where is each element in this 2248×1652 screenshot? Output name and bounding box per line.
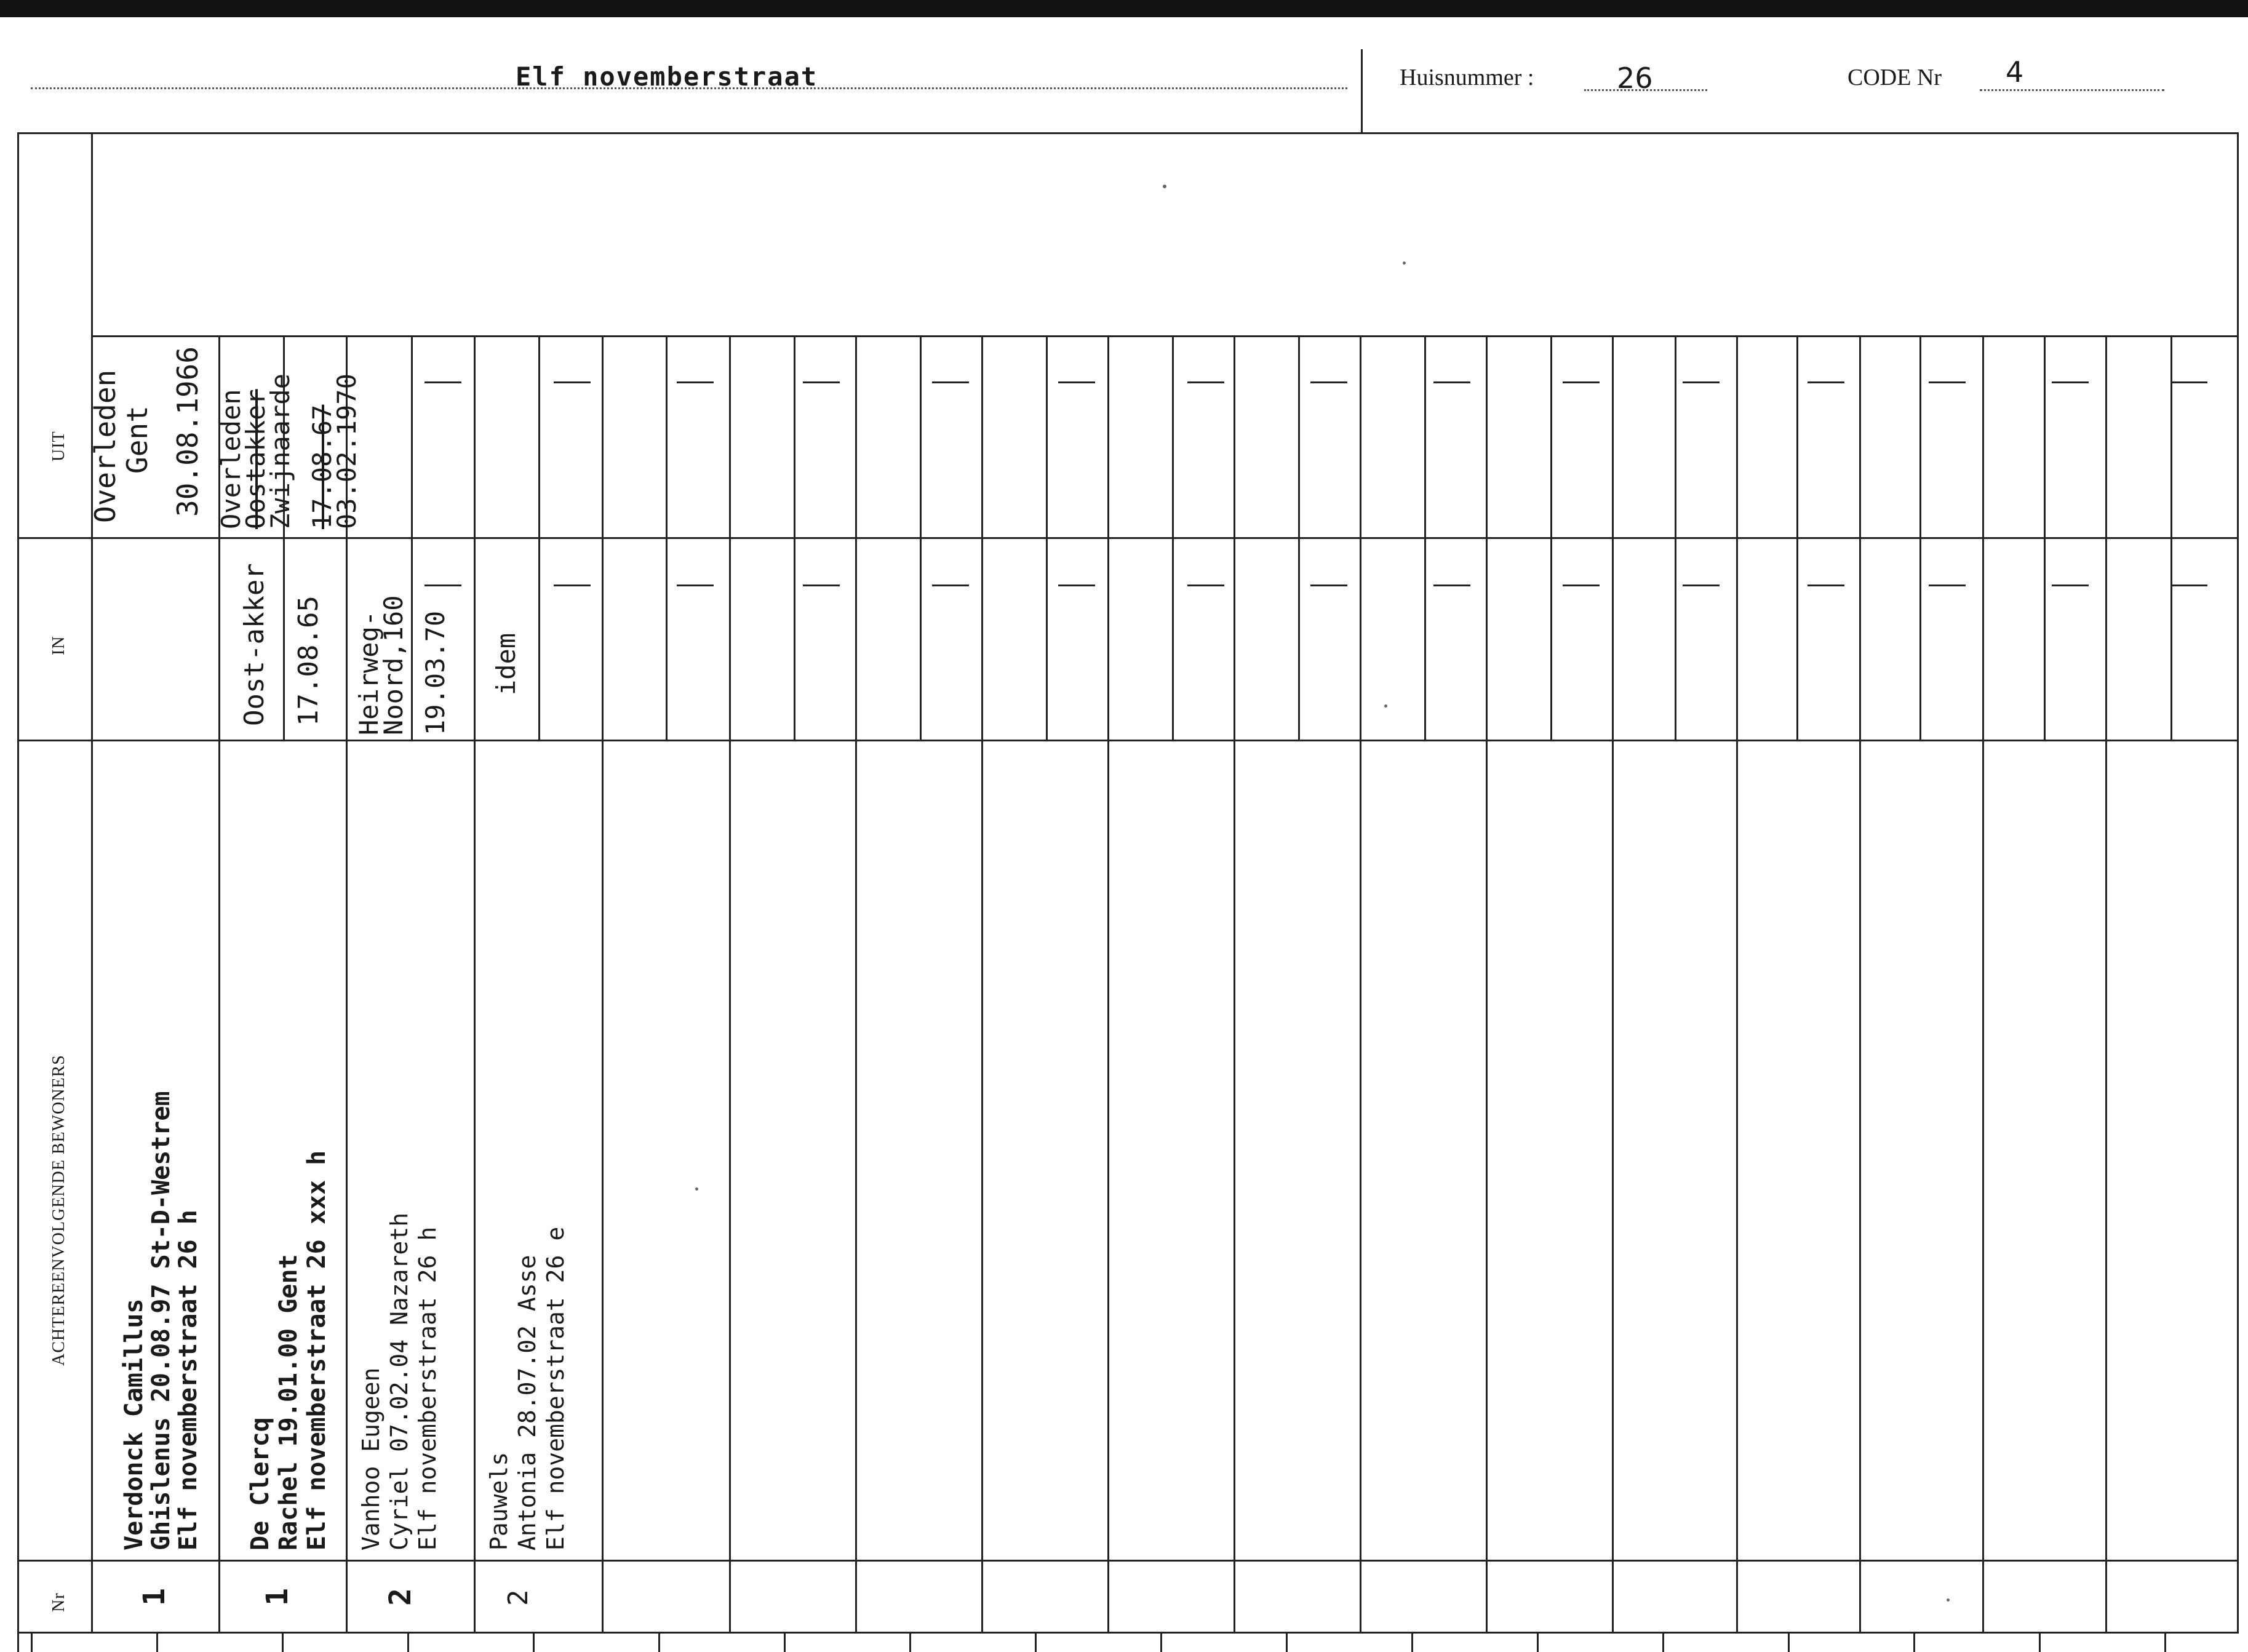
in-label: IN <box>49 636 68 655</box>
subcolumn-divider <box>666 335 668 741</box>
empty-dash <box>803 585 840 586</box>
bottom-tick <box>282 1632 284 1652</box>
bottom-tick <box>658 1632 660 1652</box>
table-top-border <box>17 132 2237 134</box>
bottom-tick <box>407 1632 409 1652</box>
column-divider <box>474 335 476 1632</box>
empty-dash <box>2170 585 2207 586</box>
entry-3-line-3: Elf novemberstraat 26 h <box>414 1226 441 1550</box>
entry-3-line-2: Cyriel 07.02.04 Nazareth <box>386 1212 413 1550</box>
bottom-tick <box>2039 1632 2041 1652</box>
entry-3-line-1: Vanhoo Eugeen <box>357 1367 385 1550</box>
entry-1-name <box>121 1091 202 1550</box>
empty-dash <box>1563 585 1600 586</box>
empty-dash <box>677 381 714 383</box>
nr-label: Nr <box>49 1592 68 1612</box>
scan-speck <box>1403 261 1406 265</box>
bottom-tick <box>1035 1632 1037 1652</box>
subcolumn-divider <box>2044 335 2046 741</box>
entry-2-line-2: Rachel 19.01.00 Gent <box>274 1254 303 1550</box>
entry-2-uit-1: Overleden <box>216 389 246 529</box>
street-name: Elf novemberstraat <box>516 62 818 92</box>
entry-1-line-2: Ghislenus 20.08.97 St-D-Westrem <box>147 1091 175 1550</box>
empty-dash <box>932 585 969 586</box>
subcolumn-divider <box>1172 335 1174 741</box>
entry-4-nr: 2 <box>503 1589 534 1606</box>
entry-1-uit-3: 30.08.1966 <box>171 346 204 517</box>
column-divider <box>218 335 220 1632</box>
table-right-border <box>2237 132 2239 1634</box>
bottom-tick <box>2164 1632 2166 1652</box>
code-dotline <box>1980 89 2164 91</box>
column-divider <box>1612 335 1614 1632</box>
subcolumn-divider <box>1298 335 1300 741</box>
bottom-tick <box>1286 1632 1288 1652</box>
code-value: 4 <box>2006 55 2024 89</box>
subcolumn-divider <box>1675 335 1676 741</box>
empty-dash <box>1310 381 1347 383</box>
bottom-tick <box>1662 1632 1664 1652</box>
huisnummer-label: Huisnummer : <box>1400 65 1534 90</box>
entry-4-line-3: Elf novemberstraat 26 e <box>542 1226 569 1550</box>
entry-4-line-2: Antonia 28.07.02 Asse <box>514 1255 541 1550</box>
column-divider <box>602 335 604 1632</box>
bottom-tick <box>1913 1632 1915 1652</box>
scan-speck <box>695 1187 698 1191</box>
empty-dash <box>554 381 591 383</box>
column-divider <box>2105 335 2107 1632</box>
empty-dash <box>1929 381 1966 383</box>
empty-dash <box>1563 381 1600 383</box>
table-bottom-line <box>17 1632 2237 1634</box>
subcolumn-divider <box>1919 335 1921 741</box>
nr-top-line <box>17 1560 2237 1562</box>
entry-2-name <box>246 1151 331 1550</box>
scan-speck <box>1947 1598 1950 1602</box>
in-top-line <box>17 537 2237 539</box>
column-divider <box>1360 335 1361 1632</box>
empty-dash <box>424 585 461 586</box>
empty-dash <box>2052 585 2089 586</box>
bottom-tick <box>1160 1632 1162 1652</box>
entry-2-in <box>234 563 330 726</box>
empty-dash <box>1683 381 1720 383</box>
subcolumn-divider <box>1796 335 1798 741</box>
entry-2-in-1: Oost-akker <box>239 563 270 726</box>
column-divider <box>1859 335 1861 1632</box>
entry-2-uit <box>216 373 362 529</box>
subcolumn-divider <box>1550 335 1552 741</box>
empty-dash <box>1929 585 1966 586</box>
top-edge <box>0 0 2248 17</box>
entry-2-uit-2: Oostakker <box>241 389 271 529</box>
entry-1-uit <box>89 346 204 523</box>
empty-dash <box>424 381 461 383</box>
entry-3-in <box>354 595 450 735</box>
entry-1-line-3: Elf novemberstraat 26 h <box>174 1210 202 1550</box>
bottom-tick <box>909 1632 911 1652</box>
subcolumn-divider <box>920 335 922 741</box>
entry-2-uit-5: 03.02.1970 <box>332 373 362 529</box>
entry-2-in-2: 17.08.65 <box>293 596 324 726</box>
empty-dash <box>1310 585 1347 586</box>
column-divider <box>729 335 731 1632</box>
entry-3-in-2: Noord,160 <box>378 595 409 735</box>
empty-dash <box>554 585 591 586</box>
column-divider <box>346 335 348 1632</box>
empty-dash <box>2170 381 2207 383</box>
column-divider <box>1107 335 1109 1632</box>
uit-top-line <box>91 335 2237 337</box>
empty-dash <box>803 381 840 383</box>
bottom-tick <box>1411 1632 1413 1652</box>
subcolumn-divider <box>2170 335 2172 741</box>
entry-2-line-3: Elf novemberstraat 26 xxx h <box>303 1150 331 1550</box>
subcolumn-divider <box>1424 335 1426 741</box>
column-divider <box>1486 335 1488 1632</box>
empty-dash <box>1433 585 1470 586</box>
entry-3-name <box>357 1213 442 1550</box>
entry-3-in-1: Heirweg- <box>354 610 384 735</box>
entry-2-uit-3: Zwijnaarde <box>265 373 295 529</box>
empty-dash <box>1058 585 1095 586</box>
code-label: CODE Nr <box>1847 65 1942 90</box>
entry-4-name <box>485 1227 570 1550</box>
bewoners-label: ACHTEREENVOLGENDE BEWONERS <box>49 1055 68 1366</box>
entry-4-in-1: idem <box>491 632 521 695</box>
empty-dash <box>1433 381 1470 383</box>
subcolumn-divider <box>1046 335 1048 741</box>
bottom-tick <box>533 1632 535 1652</box>
entry-4-line-1: Pauwels <box>485 1451 512 1550</box>
empty-dash <box>1187 381 1224 383</box>
column-divider <box>1982 335 1984 1632</box>
entry-2-nr: 1 <box>260 1588 295 1606</box>
empty-dash <box>1058 381 1095 383</box>
subcolumn-divider <box>538 335 540 741</box>
entry-4-in <box>492 633 520 695</box>
bottom-tick <box>784 1632 786 1652</box>
column-divider <box>981 335 983 1632</box>
entry-1-uit-2: Gent <box>121 405 154 474</box>
bottom-tick <box>1537 1632 1539 1652</box>
entry-3-nr: 2 <box>383 1588 418 1606</box>
table-left-border <box>17 132 19 1652</box>
bottom-tick <box>1788 1632 1790 1652</box>
empty-dash <box>677 585 714 586</box>
entry-2-line-1: De Clercq <box>246 1417 274 1550</box>
uit-label: UIT <box>49 431 68 461</box>
empty-dash <box>932 381 969 383</box>
bewoners-top-line <box>17 740 2237 741</box>
empty-dash <box>1808 585 1844 586</box>
bottom-tick <box>156 1632 158 1652</box>
empty-dash <box>2052 381 2089 383</box>
scan-speck <box>1163 185 1166 188</box>
subcolumn-divider <box>794 335 795 741</box>
entry-1-line-1: Verdonck Camillus <box>120 1298 148 1550</box>
empty-dash <box>1683 585 1720 586</box>
header-divider <box>1361 49 1363 132</box>
entry-2-uit-4: 17.08.67 <box>307 404 337 529</box>
huisnummer-value: 26 <box>1617 62 1653 95</box>
column-divider <box>1736 335 1738 1632</box>
column-divider <box>855 335 857 1632</box>
entry-1-uit-1: Overleden <box>89 369 122 523</box>
entry-3-in-3: 19.03.70 <box>420 610 450 735</box>
column-divider <box>1234 335 1235 1632</box>
empty-dash <box>1187 585 1224 586</box>
bottom-tick <box>31 1632 33 1652</box>
entry-1-nr: 1 <box>137 1588 172 1606</box>
scan-speck <box>1384 704 1387 708</box>
empty-dash <box>1808 381 1844 383</box>
